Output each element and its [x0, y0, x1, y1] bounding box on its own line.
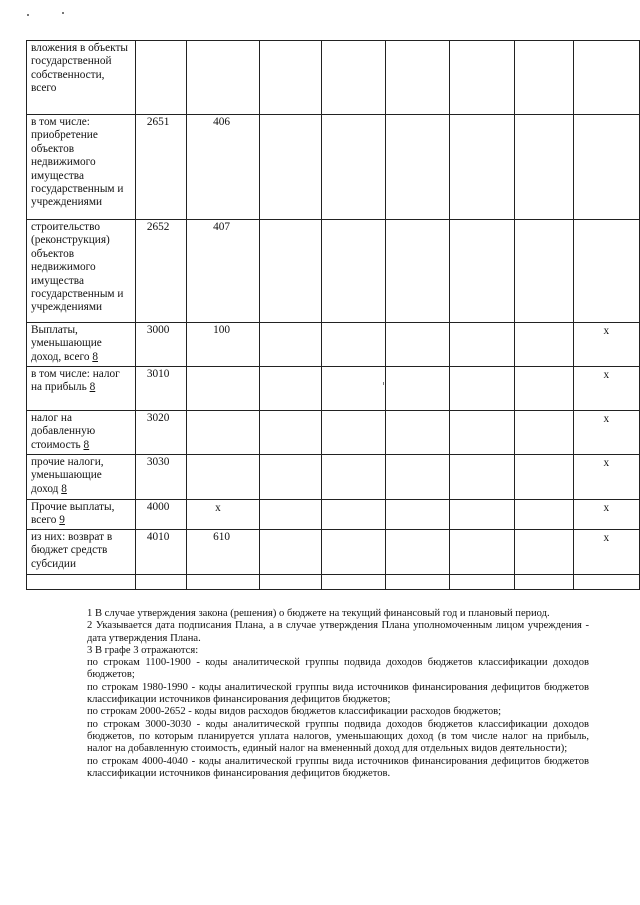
amount-cell: [259, 220, 321, 323]
row-kbk-cell: [187, 574, 260, 589]
footnote-ref: 9: [59, 514, 65, 527]
footnote-ref: 8: [89, 381, 96, 394]
table-row: [27, 529, 640, 574]
amount-cell: [450, 41, 515, 115]
row-name-cell: [27, 411, 136, 455]
table-row: [27, 323, 640, 367]
amount-cell: [515, 455, 574, 500]
table-row: [27, 115, 640, 220]
row-name: Выплаты, уменьшающие доход, всего: [31, 324, 102, 363]
amount-cell: [450, 220, 515, 323]
amount-cell: [515, 529, 574, 574]
amount-cell: [385, 529, 450, 574]
amount-cell: [259, 455, 321, 500]
amount-cell: [450, 367, 515, 411]
row-name-cell: [27, 220, 136, 323]
row-kbk-cell: [187, 455, 260, 500]
row-code-cell: 3000: [135, 323, 186, 367]
footnote-3-item: по строкам 1980-1990 - коды аналитической группы вида источников финансирования дефицитов бюджетов классификации источников финансирования дефицитов бюджетов;: [87, 681, 589, 706]
amount-cell: [385, 220, 450, 323]
row-code-cell: 3030: [135, 455, 186, 500]
table-row: [27, 500, 640, 530]
amount-cell: [385, 115, 450, 220]
table-row: [27, 574, 640, 589]
row-name: в том числе: приобретение объектов недвижимого имущества государственным и учреждениями: [31, 116, 124, 209]
row-last-cell: x: [573, 455, 639, 500]
row-name: в том числе: налог на прибыль: [31, 368, 120, 394]
row-name: прочие налоги, уменьшающие доход: [31, 456, 104, 495]
amount-cell: [321, 574, 385, 589]
amount-cell: [321, 500, 385, 530]
table-row: [27, 220, 640, 323]
row-kbk-cell: 610: [187, 529, 260, 574]
amount-cell: [515, 411, 574, 455]
table-row: [27, 367, 640, 411]
footnote-ref: 8: [92, 350, 98, 363]
financial-plan-table: [26, 40, 640, 590]
amount-cell: [385, 367, 450, 411]
row-kbk-cell: [187, 41, 260, 115]
row-kbk-cell: 407: [187, 220, 260, 323]
amount-cell: [450, 500, 515, 530]
scan-speck: [27, 14, 29, 16]
row-name-cell: [27, 323, 136, 367]
amount-cell: [259, 500, 321, 530]
row-last-cell: x: [573, 529, 639, 574]
amount-cell: [259, 41, 321, 115]
footnote-ref: 8: [61, 482, 67, 495]
footnote-1: 1 В случае утверждения закона (решения) о бюджете на текущий финансовый год и плановый период.: [87, 608, 550, 619]
row-last-cell: [573, 41, 639, 115]
amount-cell: [321, 41, 385, 115]
row-name-cell: [27, 41, 136, 115]
row-kbk-cell: [187, 367, 260, 411]
footnote-3-item: по строкам 2000-2652 - коды видов расходов бюджетов классификации расходов бюджетов;: [87, 706, 502, 718]
amount-cell: [259, 574, 321, 589]
row-last-cell: [573, 115, 639, 220]
row-last-cell: [573, 574, 639, 589]
amount-cell: [515, 500, 574, 530]
amount-cell: [515, 220, 574, 323]
amount-cell: [259, 367, 321, 411]
row-code-cell: 2652: [135, 220, 186, 323]
row-code-cell: 3010: [135, 367, 186, 411]
row-kbk-cell: 100: [187, 323, 260, 367]
row-code-cell: 3020: [135, 411, 186, 455]
row-code-cell: 4000: [135, 500, 186, 530]
amount-cell: [450, 574, 515, 589]
table-row: [27, 41, 640, 115]
table-row: [27, 411, 640, 455]
row-name: Прочие выплаты, всего: [31, 501, 115, 527]
amount-cell: [321, 220, 385, 323]
row-name-cell: [27, 529, 136, 574]
row-last-cell: x: [573, 500, 639, 530]
amount-cell: [450, 455, 515, 500]
row-code-cell: 4010: [135, 529, 186, 574]
amount-cell: [385, 455, 450, 500]
row-name: строительство (реконструкция) объектов недвижимого имущества государственным и учреждениями: [31, 221, 124, 314]
row-name: налог на добавленную стоимость: [31, 412, 96, 451]
scan-speck: [62, 12, 64, 14]
amount-cell: [321, 367, 385, 411]
amount-cell: [385, 411, 450, 455]
amount-cell: [259, 323, 321, 367]
amount-cell: [259, 115, 321, 220]
amount-cell: [259, 411, 321, 455]
amount-cell: [321, 529, 385, 574]
row-last-cell: [573, 220, 639, 323]
amount-cell: [321, 455, 385, 500]
amount-cell: [515, 323, 574, 367]
amount-cell: [259, 529, 321, 574]
amount-cell: [385, 323, 450, 367]
amount-cell: [450, 411, 515, 455]
footnote-2: 2 Указывается дата подписания Плана, а в случае утверждения Плана уполномоченным лицом учреждения - дата утверждения Плана.: [87, 620, 589, 644]
row-name-cell: [27, 367, 136, 411]
amount-cell: [515, 41, 574, 115]
row-code-cell: 2651: [135, 115, 186, 220]
amount-cell: [450, 115, 515, 220]
amount-cell: [515, 574, 574, 589]
row-code-cell: [135, 574, 186, 589]
row-name-cell: [27, 500, 136, 530]
row-kbk-cell: x: [187, 500, 260, 530]
row-name-cell: [27, 455, 136, 500]
row-name: из них: возврат в бюджет средств субсидии: [31, 530, 113, 570]
amount-cell: [385, 574, 450, 589]
row-kbk-cell: 406: [187, 115, 260, 220]
table-row: [27, 455, 640, 500]
amount-cell: [321, 115, 385, 220]
row-kbk-cell: [187, 411, 260, 455]
footnote-3-item: по строкам 4000-4040 - коды аналитической группы вида источников финансирования дефицитов бюджетов классификации источников финансирования дефицитов бюджетов.: [87, 755, 589, 779]
amount-cell: [321, 411, 385, 455]
footnote-3-item: по строкам 1100-1900 - коды аналитической группы подвида доходов бюджетов классификации доходов бюджетов;: [87, 657, 589, 681]
footnote-3-heading: 3 В графе 3 отражаются:: [87, 644, 199, 656]
footnotes: [87, 608, 589, 780]
row-last-cell: x: [573, 323, 639, 367]
row-name-cell: [27, 115, 136, 220]
amount-cell: [515, 367, 574, 411]
amount-cell: [385, 41, 450, 115]
amount-cell: [515, 115, 574, 220]
amount-cell: [450, 529, 515, 574]
row-name-cell: [27, 574, 136, 589]
amount-cell: [321, 323, 385, 367]
footnote-3-item: по строкам 3000-3030 - коды аналитической группы подвида доходов бюджетов классификации доходов бюджетов, по которым планируется уплата налогов, уменьшающих доход (в том числе налог на прибыль, налог на добавленную стоимость, единый налог на вмененный доход для отдельных видов деятельности);: [87, 718, 589, 755]
row-code-cell: [135, 41, 186, 115]
amount-cell: [450, 323, 515, 367]
row-last-cell: x: [573, 367, 639, 411]
footnote-ref: 8: [83, 438, 90, 451]
row-name: вложения в объекты государственной собственности, всего: [31, 42, 128, 95]
row-last-cell: x: [573, 411, 639, 455]
amount-cell: [385, 500, 450, 530]
